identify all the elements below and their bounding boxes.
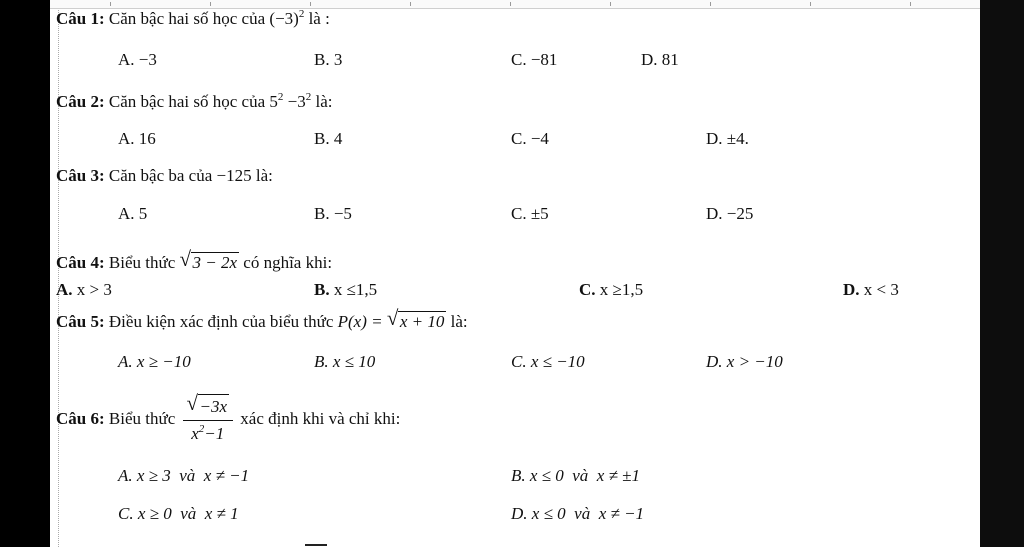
ruler-tick bbox=[710, 2, 711, 6]
ruler-tick bbox=[410, 2, 411, 6]
fraction bbox=[183, 391, 234, 446]
answer-5a: A. x ≥ −10 bbox=[118, 352, 191, 371]
radicand: x + 10 bbox=[399, 312, 445, 331]
answer-4a bbox=[56, 280, 112, 300]
question-2 bbox=[56, 92, 333, 112]
question-label: Câu 6: bbox=[56, 408, 105, 428]
question-text: Căn bậc ba của bbox=[108, 166, 213, 185]
ruler-tick bbox=[910, 2, 911, 6]
math-expression: −125 bbox=[216, 166, 252, 185]
answer-2a: A. 16 bbox=[118, 129, 156, 148]
answer-6d: D. x ≤ 0 và x ≠ −1 bbox=[511, 504, 645, 523]
answer-4c bbox=[579, 280, 643, 300]
question-1 bbox=[56, 9, 330, 29]
radical-sign-icon: √ bbox=[186, 391, 199, 415]
document-page bbox=[50, 0, 980, 547]
square-root bbox=[386, 306, 447, 332]
answer-2c: C. −4 bbox=[511, 129, 549, 148]
exponent: 2 bbox=[198, 423, 205, 435]
margin-guide bbox=[58, 10, 59, 547]
question-4 bbox=[56, 247, 333, 273]
answer-3c: C. ±5 bbox=[511, 204, 549, 223]
answer-text: x > 3 bbox=[76, 280, 112, 299]
question-label: Câu 5: bbox=[56, 312, 105, 331]
answer-1b: B. 3 bbox=[314, 50, 343, 69]
answer-text: x ≤1,5 bbox=[333, 280, 378, 299]
math-expression: (−3) bbox=[269, 9, 299, 28]
answer-text: x ≥1,5 bbox=[599, 280, 644, 299]
question-text: Căn bậc hai số học của bbox=[108, 92, 266, 111]
question-text-end: là: bbox=[450, 312, 468, 331]
radical-sign-icon: √ bbox=[386, 306, 399, 330]
math-base: 3 bbox=[297, 92, 306, 111]
answer-6b: B. x ≤ 0 và x ≠ ±1 bbox=[511, 466, 641, 485]
fraction-numerator bbox=[183, 391, 234, 421]
answer-5b: B. x ≤ 10 bbox=[314, 352, 376, 371]
question-label: Câu 1: bbox=[56, 9, 105, 28]
question-label: Câu 4: bbox=[56, 253, 105, 272]
answer-5d: D. x > −10 bbox=[706, 352, 783, 371]
ruler-tick bbox=[510, 2, 511, 6]
answer-3a: A. 5 bbox=[118, 204, 148, 223]
answer-letter: D. bbox=[843, 280, 860, 299]
answer-6c: C. x ≥ 0 và x ≠ 1 bbox=[118, 504, 239, 523]
answer-3d: D. −25 bbox=[706, 204, 754, 223]
answer-1c: C. −81 bbox=[511, 50, 558, 69]
ruler-tick bbox=[210, 2, 211, 6]
question-text: Điều kiện xác định của biểu thức bbox=[108, 312, 334, 331]
answer-letter: A. bbox=[56, 280, 73, 299]
radical-sign-icon: √ bbox=[179, 247, 192, 271]
question-text-end: là: bbox=[315, 92, 333, 111]
answer-4d bbox=[843, 280, 899, 300]
answer-3b: B. −5 bbox=[314, 204, 352, 223]
answer-2b: B. 4 bbox=[314, 129, 343, 148]
question-5 bbox=[56, 306, 468, 332]
math-expression: −1 bbox=[204, 424, 225, 443]
ruler-tick bbox=[310, 2, 311, 6]
ruler-tick bbox=[610, 2, 611, 6]
fraction-denominator bbox=[183, 421, 234, 446]
answer-6a: A. x ≥ 3 và x ≠ −1 bbox=[118, 466, 250, 485]
math-base: x bbox=[191, 424, 199, 443]
exponent: 2 bbox=[305, 91, 312, 103]
math-operator: − bbox=[287, 92, 298, 111]
answer-1d: D. 81 bbox=[641, 50, 679, 69]
square-root bbox=[186, 391, 230, 419]
exponent: 2 bbox=[298, 8, 305, 20]
function-name: P(x) = bbox=[337, 312, 383, 331]
question-text-end: là : bbox=[308, 9, 330, 28]
square-root bbox=[179, 247, 240, 273]
radicand: −3x bbox=[198, 394, 230, 419]
question-text: Căn bậc hai số học của bbox=[108, 9, 266, 28]
answer-4b bbox=[314, 280, 377, 300]
question-label: Câu 2: bbox=[56, 92, 105, 111]
answer-2d: D. ±4. bbox=[706, 129, 749, 148]
ruler-tick bbox=[810, 2, 811, 6]
answer-letter: C. bbox=[579, 280, 596, 299]
answer-5c: C. x ≤ −10 bbox=[511, 352, 585, 371]
radicand: 3 − 2x bbox=[192, 253, 238, 272]
question-3 bbox=[56, 166, 273, 186]
question-label: Câu 3: bbox=[56, 166, 105, 185]
exponent: 2 bbox=[277, 91, 284, 103]
math-base: 5 bbox=[269, 92, 278, 111]
question-text: Biểu thức bbox=[108, 408, 176, 428]
question-text: Biểu thức bbox=[108, 253, 176, 272]
answer-1a: A. −3 bbox=[118, 50, 157, 69]
answer-letter: B. bbox=[314, 280, 330, 299]
answer-text: x < 3 bbox=[863, 280, 899, 299]
question-text-end: xác định khi và chỉ khi: bbox=[240, 408, 401, 428]
text-cursor-mark bbox=[305, 544, 327, 546]
question-text-end: là: bbox=[255, 166, 273, 185]
ruler-tick bbox=[110, 2, 111, 6]
question-6 bbox=[56, 391, 401, 446]
scrollbar-area[interactable] bbox=[980, 0, 1024, 547]
question-text-end: có nghĩa khi: bbox=[243, 253, 333, 272]
horizontal-ruler[interactable] bbox=[50, 0, 980, 9]
